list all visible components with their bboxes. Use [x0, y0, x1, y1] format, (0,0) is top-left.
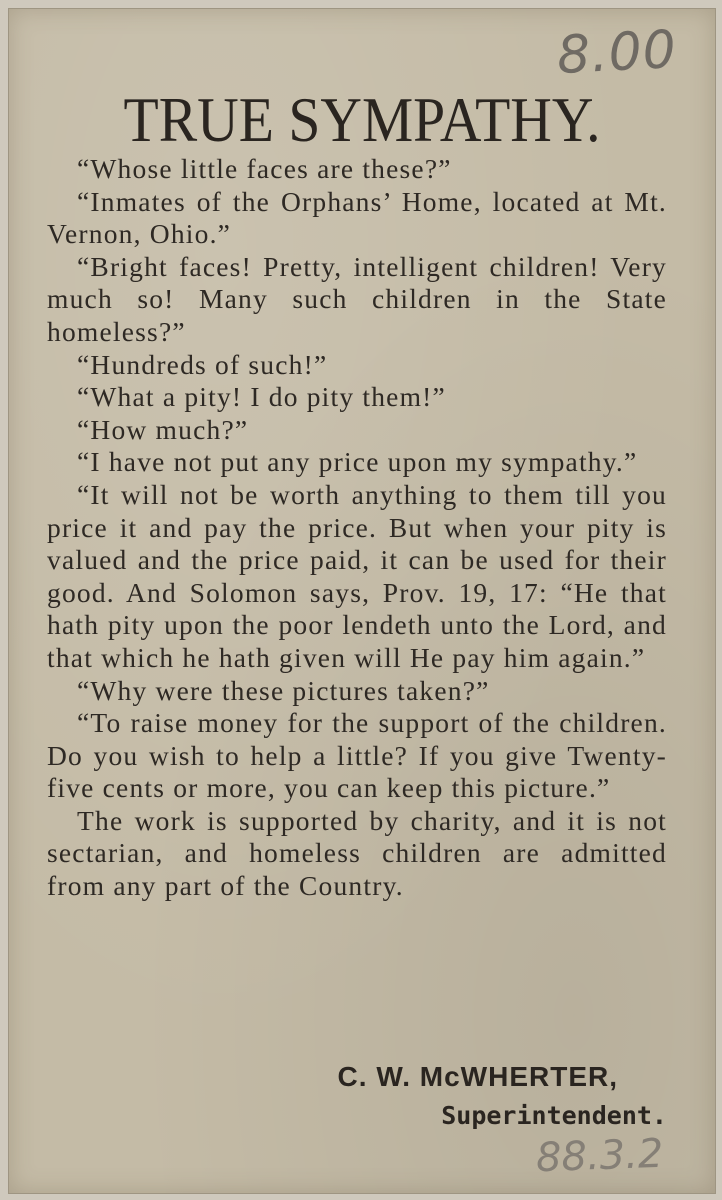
paragraph: “Inmates of the Orphans’ Home, located at Mt. Vernon, Ohio.”: [47, 185, 667, 250]
paragraph: “Why were these pictures taken?”: [77, 674, 490, 706]
page-title: TRUE SYMPATHY.: [123, 84, 601, 155]
paragraph: “To raise money for the support of the children. Do you wish to help a little? If you give Twenty-five cents or more, you can keep this picture.”: [47, 707, 667, 804]
paragraph: “Bright faces! Pretty, intelligent children! Very much so! Many such children in the State homeless?”: [47, 250, 667, 347]
card: [8, 8, 716, 1194]
paragraph: “Hundreds of such!”: [77, 348, 328, 380]
paragraph: “What a pity! I do pity them!”: [77, 381, 446, 413]
paragraph: “I have not put any price upon my sympathy.”: [77, 446, 638, 478]
pencil-price-annotation: 8.00: [555, 19, 679, 87]
signature-name: C. W. McWHERTER,: [337, 1061, 618, 1092]
paragraph: The work is supported by charity, and it is not sectarian, and homeless children are admitted from any part of the Country.: [47, 804, 667, 902]
signature-title: Superintendent.: [441, 1101, 667, 1130]
paragraph: “It will not be worth anything to them till you price it and pay the price. But when your pity is valued and the price paid, it can be used for their good. And Solomon says, Prov. 19, 17: “He that hath pity upon the poor lendeth unto the Lord, and that which he hath given will He pay him again.”: [47, 478, 667, 673]
paragraph: “How much?”: [77, 413, 249, 445]
card-text: [47, 153, 667, 903]
pencil-catalog-number: 88.3.2: [535, 1130, 664, 1182]
paragraph: “Whose little faces are these?”: [77, 153, 452, 184]
